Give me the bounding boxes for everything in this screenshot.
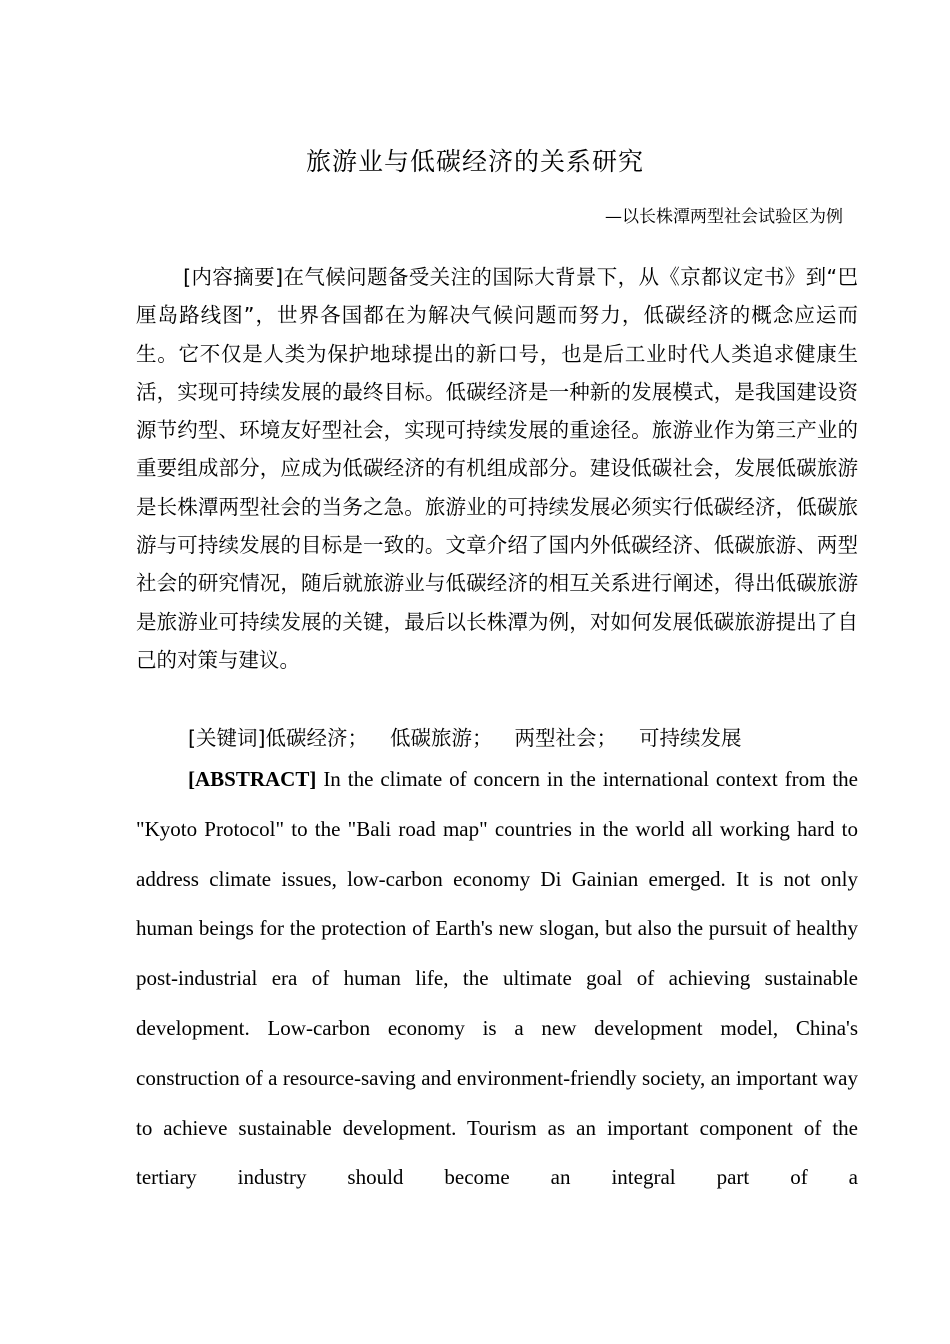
chinese-abstract bbox=[136, 258, 858, 679]
chinese-abstract-paragraph bbox=[136, 258, 858, 679]
document-subtitle: —以长株潭两型社会试验区为例 bbox=[605, 207, 843, 227]
keywords-label: [关键词] bbox=[188, 726, 266, 750]
english-abstract-paragraph bbox=[136, 755, 858, 1203]
keyword-item: 低碳旅游； bbox=[390, 726, 493, 750]
keyword-item: 低碳经济； bbox=[265, 726, 368, 750]
document-title: 旅游业与低碳经济的关系研究 bbox=[305, 147, 644, 176]
english-abstract-text: In the climate of concern in the international context from the "Kyoto Protocol" to the "Bali road map" countries in the world all working hard to address climate issues, low-carbon economy Di Gainian emerged. It is not only human beings for the protection of Earth's new slogan, but also the pursuit of healthy post-industrial era of human life, the ultimate goal of achieving sustainable development. Low-carbon economy is a new development model, China's construction of a resource-saving and environment-friendly society, an important way to achieve sustainable development. Tourism as an important component of the tertiary industry should become an integral part of a bbox=[136, 767, 859, 1190]
chinese-abstract-text: 在气候问题备受关注的国际大背景下，从《京都议定书》到“巴厘岛路线图”，世界各国都在为解决气候问题而努力，低碳经济的概念应运而生。它不仅是人类为保护地球提出的新口号，也是后工业时代人类追求健康生活，实现可持续发展的最终目标。低碳经济是一种新的发展模式，是我国建设资源节约型、环境友好型社会，实现可持续发展的重途径。旅游业作为第三产业的重要组成部分，应成为低碳经济的有机组成部分。建设低碳社会，发展低碳旅游是长株潭两型社会的当务之急。旅游业的可持续发展必须实行低碳经济，低碳旅游与可持续发展的目标是一致的。文章介绍了国内外低碳经济、低碳旅游、两型社会的研究情况，随后就旅游业与低碳经济的相互关系进行阐述，得出低碳旅游是旅游业可持续发展的关键，最后以长株潭为例，对如何发展低碳旅游提出了自己的对策与建议。 bbox=[136, 265, 859, 672]
keyword-item: 可持续发展 bbox=[639, 726, 742, 750]
english-abstract-label: [ABSTRACT] bbox=[188, 767, 317, 791]
keyword-item: 两型社会； bbox=[514, 726, 617, 750]
english-abstract bbox=[136, 755, 858, 1203]
chinese-abstract-label: [内容摘要] bbox=[183, 265, 284, 289]
keywords-line bbox=[136, 719, 858, 757]
